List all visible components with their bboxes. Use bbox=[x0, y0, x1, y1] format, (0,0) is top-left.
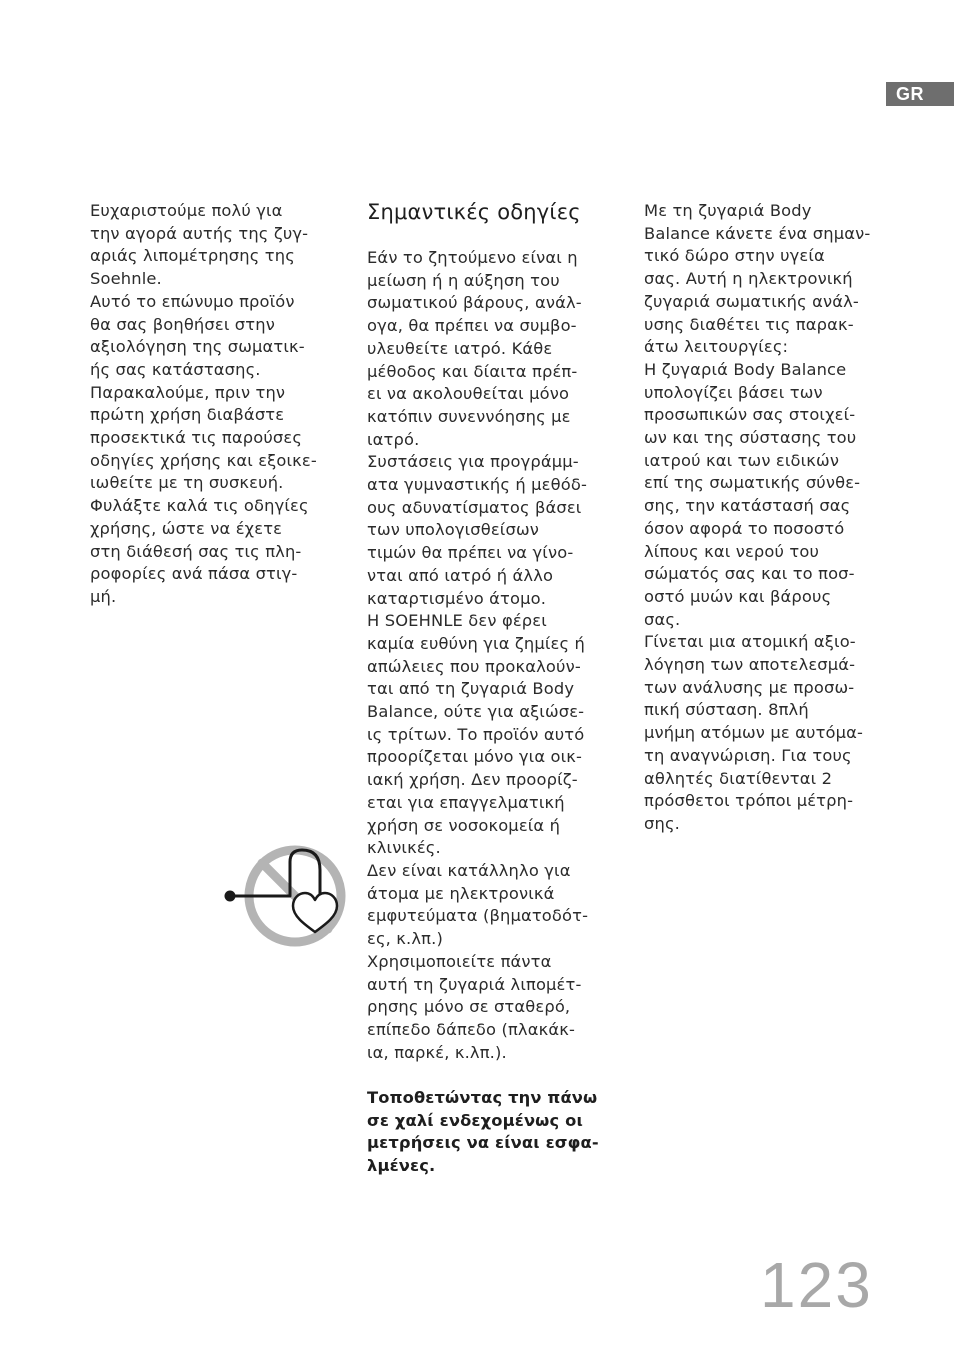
language-tab: GR bbox=[886, 82, 954, 106]
intro-column bbox=[90, 200, 340, 609]
no-pacemaker-icon bbox=[218, 840, 353, 959]
intro-text: Ευχαριστούμε πολύ για την αγορά αυτής της ζυγ- αριάς λιπομέτρησης της Soehnle. Αυτό το επώνυμο προϊόν θα σας βοηθήσει στην αξιολόγηση της σωματικ- ής σας κατάστασης. Παρακαλούμε, πριν την πρώτη χρήση διαβάστε προσεκτικά τις παρούσες οδηγίες χρήσης και εξοικε- ιωθείτε με τη συσκευή. Φυλάξτε καλά τις οδηγίες χρήσης, ώστε να έχετε στη διάθεσή σας τις πλη- ροφορίες ανά πάσα στιγ- μή. bbox=[90, 201, 317, 606]
features-text: Με τη ζυγαριά Body Balance κάνετε ένα σημαν- τικό δώρο στην υγεία σας. Αυτή η ηλεκτρονική ζυγαριά σωματικής ανάλ- υσης διαθέτει τις παρακ- άτω λειτουργίες: Η ζυγαριά Body Balance υπολογίζει βάσει των προσωπικών σας στοιχεί- ων και της σύστασης του ιατρού και των ειδικών επί της σωματικής σύνθε- σης, την κατάστασή σας όσον αφορά το ποσοστό λίπους και νερού του σώματός σας και το ποσ- οστό μυών και βάρους σας. Γίνεται μια ατομική αξιο- λόγηση των αποτελεσμά- των ανάλυσης με προσω- πική σύσταση. 8πλή μνήμη ατόμων με αυτόμα- τη αναγνώριση. Για τους αθλητές διατίθενται 2 πρόσθετοι τρόποι μέτρη- σης. bbox=[644, 201, 871, 833]
instructions-column bbox=[367, 200, 622, 1178]
instructions-text: Εάν το ζητούμενο είναι η μείωση ή η αύξηση του σωματικού βάρους, ανάλ- ογα, θα πρέπει να συμβο- υλευθείτε ιατρό. Κάθε μέθοδος και δίαιτα πρέπ- ει να ακολουθείται μόνο κατόπιν συνεννόησης με ιατρό. Συστάσεις για προγράμμ- ατα γυμναστικής ή μεθόδ- ους αδυνατίσματος βάσει των υπολογισθείσων τιμών θα πρέπει να γίνο- νται από ιατρό ή άλλο καταρτισμένο άτομο. Η SOEHNLE δεν φέρει καμία ευθύνη για ζημίες ή απώλειες που προκαλούν- ται από τη ζυγαριά Body Balance, ούτε για αξιώσε- ις τρίτων. Το προϊόν αυτό προορίζεται μόνο για οικ- ιακή χρήση. Δεν προορίζ- εται για επαγγελματική χρήση σε νοσοκομεία ή κλινικές. Δεν είναι κατάλληλο για άτομα με ηλεκτρονικά εμφυτεύματα (βηματοδότ- ες, κ.λπ.) Χρησιμοποιείτε πάντα αυτή τη ζυγαριά λιπομέτ- ρησης μόνο σε σταθερό, επίπεδο δάπεδο (πλακάκ- ια, παρκέ, κ.λπ.). bbox=[367, 248, 589, 1062]
section-heading: Σημαντικές οδηγίες bbox=[367, 200, 581, 224]
paragraph-gap bbox=[367, 1064, 622, 1087]
features-column bbox=[644, 200, 899, 836]
carpet-warning: Τοποθετώντας την πάνω σε χαλί ενδεχομένως οι μετρήσεις να είναι εσφα- λμένες. bbox=[367, 1088, 599, 1176]
page-number: 123 bbox=[760, 1249, 873, 1321]
